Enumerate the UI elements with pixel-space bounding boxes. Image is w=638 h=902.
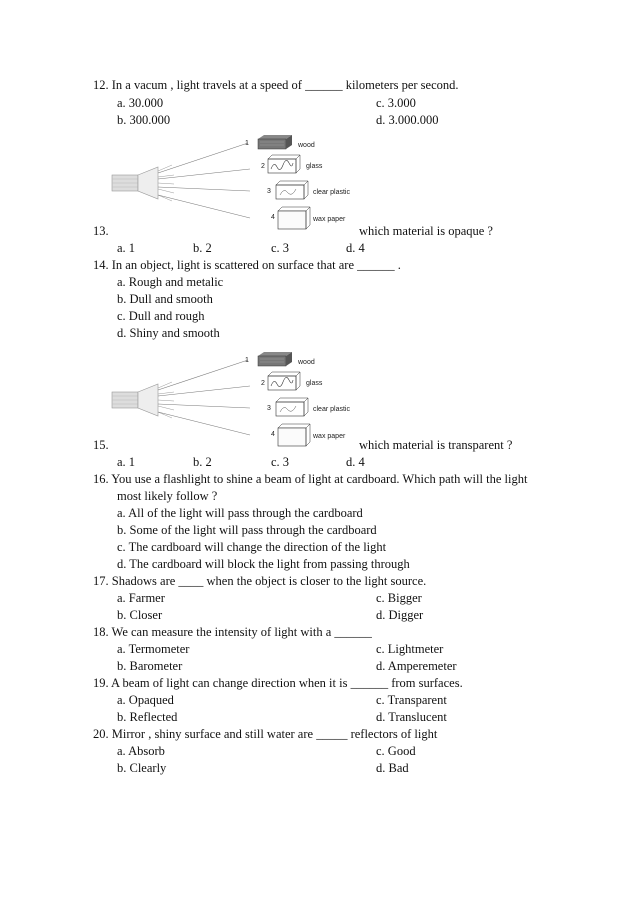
q13-option-c: c. 3	[271, 241, 290, 255]
q17-option-b: b. Closer	[117, 608, 163, 622]
clear-plastic-block-icon	[276, 181, 308, 199]
q18-option-c: c. Lightmeter	[376, 642, 444, 656]
flashlight-materials-diagram-2	[110, 350, 370, 450]
label-glass: glass	[306, 380, 323, 387]
q15-option-c: c. 3	[271, 455, 290, 469]
clear-plastic-block-icon	[276, 398, 308, 416]
flashlight-icon	[112, 165, 174, 201]
q18-option-b: b. Barometer	[117, 659, 183, 673]
label-clear-plastic: clear plastic	[313, 189, 350, 196]
q12-option-b: b. 300.000	[117, 113, 171, 127]
q13-option-a: a. 1	[117, 241, 136, 255]
q15-option-a: a. 1	[117, 455, 136, 469]
question-16-stem-line-1: 16. You use a flashlight to shine a beam of light at cardboard. Which path will the light	[93, 472, 528, 486]
q19-option-d: d. Translucent	[376, 710, 447, 724]
question-13-stem: which material is opaque ?	[359, 224, 493, 238]
q15-option-d: d. 4	[346, 455, 365, 469]
question-14-stem: 14. In an object, light is scattered on surface that are ______ .	[93, 258, 401, 272]
number-2: 2	[261, 163, 265, 170]
q18-option-a: a. Termometer	[117, 642, 190, 656]
q17-option-c: c. Bigger	[376, 591, 422, 605]
number-3: 3	[267, 188, 271, 195]
q14-option-c: c. Dull and rough	[117, 309, 205, 323]
label-wood: wood	[298, 359, 315, 366]
q20-option-c: c. Good	[376, 744, 416, 758]
label-wax-paper: wax paper	[313, 216, 346, 223]
number-4: 4	[271, 214, 275, 221]
question-15-number: 15.	[93, 438, 109, 452]
q12-option-a: a. 30.000	[117, 96, 164, 110]
q15-option-b: b. 2	[193, 455, 212, 469]
wax-paper-block-icon	[278, 207, 310, 229]
q20-option-d: d. Bad	[376, 761, 409, 775]
question-12-stem: 12. In a vacum , light travels at a speed of ______ kilometers per second.	[93, 78, 459, 92]
label-clear-plastic: clear plastic	[313, 406, 350, 413]
q12-option-c: c. 3.000	[376, 96, 416, 110]
q13-option-d: d. 4	[346, 241, 365, 255]
wood-block-icon	[258, 352, 292, 366]
label-wax-paper: wax paper	[313, 433, 346, 440]
light-rays	[158, 360, 250, 435]
q17-option-a: a. Farmer	[117, 591, 165, 605]
flashlight-icon	[112, 382, 174, 418]
q19-option-a: a. Opaqued	[117, 693, 174, 707]
q12-option-d: d. 3.000.000	[376, 113, 439, 127]
question-13-number: 13.	[93, 224, 109, 238]
wax-paper-block-icon	[278, 424, 310, 446]
number-1: 1	[245, 140, 249, 147]
wood-block-icon	[258, 135, 292, 149]
q13-option-b: b. 2	[193, 241, 212, 255]
q17-option-d: d. Digger	[376, 608, 424, 622]
flashlight-materials-diagram-1	[110, 133, 370, 233]
number-1: 1	[245, 357, 249, 364]
label-glass: glass	[306, 163, 323, 170]
number-3: 3	[267, 405, 271, 412]
glass-block-icon	[268, 372, 300, 390]
q14-option-d: d. Shiny and smooth	[117, 326, 220, 340]
q18-option-d: d. Amperemeter	[376, 659, 457, 673]
q14-option-a: a. Rough and metalic	[117, 275, 224, 289]
q20-option-b: b. Clearly	[117, 761, 167, 775]
question-19-stem: 19. A beam of light can change direction when it is ______ from surfaces.	[93, 676, 463, 690]
question-17-stem: 17. Shadows are ____ when the object is closer to the light source.	[93, 574, 427, 588]
glass-block-icon	[268, 155, 300, 173]
q16-option-a: a. All of the light will pass through the cardboard	[117, 506, 363, 520]
numbers	[245, 140, 275, 221]
number-4: 4	[271, 431, 275, 438]
q20-option-a: a. Absorb	[117, 744, 165, 758]
numbers	[245, 357, 275, 438]
q19-option-c: c. Transparent	[376, 693, 447, 707]
q16-option-d: d. The cardboard will block the light from passing through	[117, 557, 410, 571]
q16-option-b: b. Some of the light will pass through the cardboard	[117, 523, 377, 537]
q19-option-b: b. Reflected	[117, 710, 178, 724]
label-wood: wood	[298, 142, 315, 149]
question-18-stem: 18. We can measure the intensity of light with a ______	[93, 625, 372, 639]
number-2: 2	[261, 380, 265, 387]
q16-option-c: c. The cardboard will change the direction of the light	[117, 540, 387, 554]
question-15-stem: which material is transparent ?	[359, 438, 513, 452]
q14-option-b: b. Dull and smooth	[117, 292, 213, 306]
light-rays	[158, 143, 250, 218]
question-20-stem: 20. Mirror , shiny surface and still water are _____ reflectors of light	[93, 727, 438, 741]
question-16-stem-line-2: most likely follow ?	[117, 489, 218, 503]
